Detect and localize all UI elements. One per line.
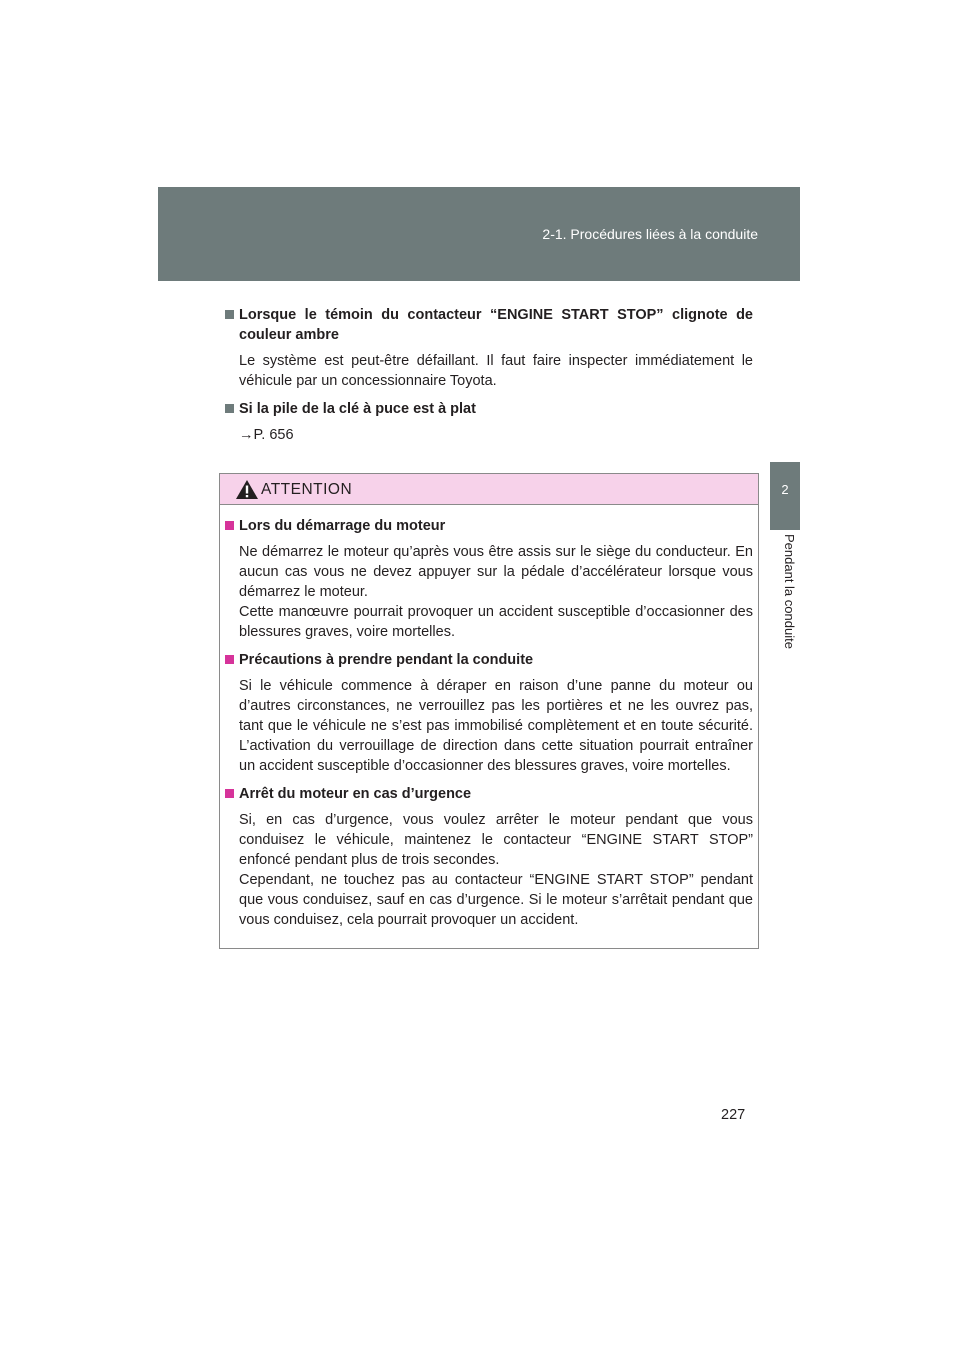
warning-section-body: Ne démarrez le moteur qu’après vous être assis sur le siège du conducteur. En aucun cas vous ne devez appuyer sur la pédale d’accélérateur lorsque vous démarrez le moteur. Cette manœuvre pourrait provoquer un accident susceptible d’occasionner des blessures graves, voire mortelles.	[239, 544, 753, 640]
chapter-label: Pendant la conduite	[782, 534, 797, 649]
section-header	[158, 187, 800, 281]
warning-section-heading: Lors du démarrage du moteur	[225, 516, 753, 536]
warning-section-body: Si, en cas d’urgence, vous voulez arrêter le moteur pendant que vous conduisez le véhicule, maintenez le contacteur “ENGINE START STOP” enfoncé pendant plus de trois secondes. Cependant, ne touchez pas au contacteur “ENGINE START STOP” pendant que vous conduisez, sauf en cas d’urgence. Si le moteur s’arrêtait pendant que vous conduisez, cela pourrait provoquer un accident.	[239, 812, 753, 928]
warning-content	[225, 516, 753, 930]
warning-section-heading: Précautions à prendre pendant la conduite	[225, 650, 753, 670]
item-heading: Si la pile de la clé à puce est à plat	[225, 399, 753, 419]
warning-triangle-icon	[235, 479, 259, 500]
warning-section-heading: Arrêt du moteur en cas d’urgence	[225, 784, 753, 804]
section-title: 2-1. Procédures liées à la conduite	[542, 226, 758, 242]
square-bullet-icon	[225, 655, 234, 664]
square-bullet-icon	[225, 789, 234, 798]
square-bullet-icon	[225, 404, 234, 413]
main-content	[225, 305, 753, 445]
chapter-tab	[770, 462, 800, 530]
warning-header	[220, 474, 758, 505]
square-bullet-icon	[225, 521, 234, 530]
page-reference: →P. 656	[239, 427, 294, 443]
chapter-number: 2	[781, 482, 789, 497]
warning-box	[219, 473, 759, 949]
square-bullet-icon	[225, 310, 234, 319]
page-number: 227	[721, 1107, 746, 1123]
item-heading: Lorsque le témoin du contacteur “ENGINE START STOP” clignote de couleur ambre	[225, 305, 753, 345]
item-body: Le système est peut-être défaillant. Il faut faire inspecter immédiatement le véhicule par un concessionnaire Toyota.	[239, 353, 753, 389]
warning-title: ATTENTION	[261, 481, 353, 498]
warning-section-body: Si le véhicule commence à déraper en raison d’une panne du moteur ou d’autres circonstances, ne verrouillez pas les portières et ne les ouvrez pas, tant que le véhicule ne s’est pas immobilisé complètement et en toute sécurité. L’activation du verrouillage de direction dans cette situation pourrait entraîner un accident susceptible d’occasionner des blessures graves, voire mortelles.	[239, 678, 753, 774]
